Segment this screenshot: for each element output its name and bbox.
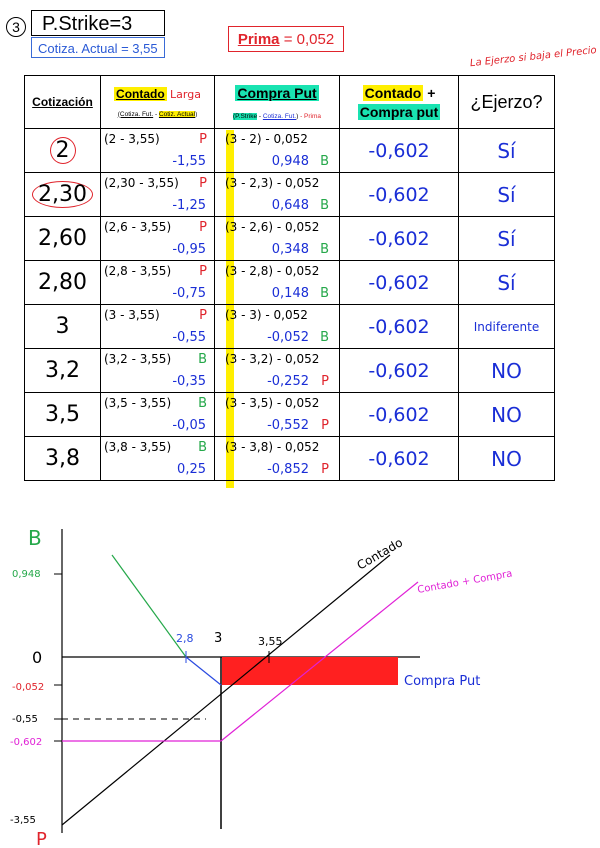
cell-cotizacion <box>25 173 101 217</box>
cell-cotizacion: 2,80 <box>25 261 101 305</box>
exercise-note: La Ejerzo si baja el Precio <box>469 44 598 70</box>
cell-compra-put <box>215 261 340 305</box>
compra-put-label: Compra Put <box>237 84 317 101</box>
table-row <box>25 217 555 261</box>
put-expression: (3 - 3) - 0,052 <box>225 308 308 322</box>
put-tag: P <box>321 418 329 433</box>
table-row <box>25 349 555 393</box>
put-result: -0,252 <box>267 374 309 389</box>
header-ejerzo: ¿Ejerzo? <box>459 76 555 129</box>
cell-ejerzo: Sí <box>459 129 555 173</box>
y-label-0052: -0,052 <box>12 682 45 693</box>
cell-suma: -0,602 <box>340 261 459 305</box>
table-row <box>25 437 555 481</box>
contado-expression: (2 - 3,55) <box>104 132 160 146</box>
cell-ejerzo: Sí <box>459 217 555 261</box>
cell-contado <box>101 393 215 437</box>
contado-expression: (2,30 - 3,55) <box>104 176 179 190</box>
contado-result: -0,95 <box>172 242 206 257</box>
table-row <box>25 129 555 173</box>
y-label-055: -0,55 <box>12 714 38 725</box>
cell-ejerzo: Indiferente <box>459 305 555 349</box>
cell-suma: -0,602 <box>340 217 459 261</box>
put-result: 0,348 <box>271 242 309 257</box>
header-compra-put <box>215 76 340 129</box>
label-B: B <box>28 526 42 550</box>
put-expression: (3 - 2,8) - 0,052 <box>225 264 320 278</box>
cell-contado <box>101 437 215 481</box>
contado-expression: (2,6 - 3,55) <box>104 220 172 234</box>
x-label-3: 3 <box>214 631 223 646</box>
y-label-0602: -0,602 <box>10 737 43 748</box>
x-label-355: 3,55 <box>258 635 283 648</box>
put-region-label: Compra Put <box>404 674 481 689</box>
table-row <box>25 305 555 349</box>
cell-ejerzo: NO <box>459 393 555 437</box>
contado-result: -0,55 <box>172 330 206 345</box>
cell-cotizacion: 3,2 <box>25 349 101 393</box>
cell-compra-put <box>215 173 340 217</box>
contado-tag: B <box>198 352 207 367</box>
contado-expression: (3,8 - 3,55) <box>104 440 172 454</box>
put-result: 0,948 <box>271 154 309 169</box>
put-line-profit <box>112 555 186 657</box>
cell-suma: -0,602 <box>340 393 459 437</box>
contado-result: -1,25 <box>172 198 206 213</box>
contado-label: Contado <box>116 86 165 101</box>
cell-suma: -0,602 <box>340 129 459 173</box>
contado-line <box>62 555 390 825</box>
put-tag: P <box>321 462 329 477</box>
put-expression: (3 - 3,5) - 0,052 <box>225 396 320 410</box>
cell-compra-put <box>215 305 340 349</box>
label-P: P <box>36 829 47 848</box>
table-row <box>25 261 555 305</box>
header-contado <box>101 76 215 129</box>
contado-result: -0,75 <box>172 286 206 301</box>
put-result: -0,052 <box>267 330 309 345</box>
cell-ejerzo: NO <box>459 349 555 393</box>
strike-price-box: P.Strike=3 <box>31 10 165 36</box>
cell-suma: -0,602 <box>340 349 459 393</box>
options-table <box>24 75 555 481</box>
cell-contado <box>101 173 215 217</box>
put-expression: (3 - 2,3) - 0,052 <box>225 176 320 190</box>
premium-value: = 0,052 <box>279 31 335 48</box>
contado-expression: (3 - 3,55) <box>104 308 160 322</box>
suma-line-label: Contado + Compra <box>416 568 514 596</box>
cell-compra-put <box>215 349 340 393</box>
contado-tag: P <box>199 132 207 147</box>
cell-ejerzo: Sí <box>459 261 555 305</box>
put-result: 0,148 <box>271 286 309 301</box>
put-expression: (3 - 2) - 0,052 <box>225 132 308 146</box>
put-expression: (3 - 3,8) - 0,052 <box>225 440 320 454</box>
cell-suma: -0,602 <box>340 437 459 481</box>
cell-ejerzo: NO <box>459 437 555 481</box>
put-tag: B <box>320 330 329 345</box>
put-line-mid <box>186 657 221 685</box>
y-label-355: -3,55 <box>10 815 36 826</box>
contado-result: -0,05 <box>172 418 206 433</box>
contado-expression: (3,5 - 3,55) <box>104 396 172 410</box>
contado-result: 0,25 <box>177 462 206 477</box>
cell-suma: -0,602 <box>340 173 459 217</box>
cell-suma: -0,602 <box>340 305 459 349</box>
premium-label: Prima <box>237 31 280 48</box>
current-price-box: Cotiza. Actual = 3,55 <box>31 37 165 58</box>
cell-compra-put <box>215 437 340 481</box>
contado-result: -0,35 <box>172 374 206 389</box>
put-tag: B <box>320 286 329 301</box>
cell-ejerzo: Sí <box>459 173 555 217</box>
contado-tag: P <box>199 176 207 191</box>
cell-compra-put <box>215 217 340 261</box>
contado-line-label: Contado <box>354 535 406 573</box>
table-row <box>25 393 555 437</box>
put-tag: B <box>320 242 329 257</box>
contado-tag: P <box>199 220 207 235</box>
contado-tag: P <box>199 308 207 323</box>
put-tag: B <box>320 154 329 169</box>
cell-cotizacion: 3 <box>25 305 101 349</box>
cell-cotizacion: 3,5 <box>25 393 101 437</box>
header-cotizacion: Cotización <box>25 76 101 129</box>
contado-result: -1,55 <box>172 154 206 169</box>
put-result: -0,852 <box>267 462 309 477</box>
cell-contado <box>101 261 215 305</box>
cell-contado <box>101 305 215 349</box>
put-result: 0,648 <box>271 198 309 213</box>
cell-compra-put <box>215 393 340 437</box>
exercise-number: 3 <box>6 17 26 37</box>
cell-contado <box>101 217 215 261</box>
circled-value: 2 <box>50 137 76 164</box>
cell-contado <box>101 349 215 393</box>
contado-formula: (Cotiza. Fut. - Cotiz. Actual) <box>117 110 198 118</box>
contado-tag: B <box>198 440 207 455</box>
cell-cotizacion: 3,8 <box>25 437 101 481</box>
larga-label: Larga <box>170 87 201 101</box>
x-label-28: 2,8 <box>176 632 194 645</box>
cell-cotizacion <box>25 129 101 173</box>
contado-tag: P <box>199 264 207 279</box>
y-label-0948: 0,948 <box>12 569 41 580</box>
cell-compra-put <box>215 129 340 173</box>
put-tag: B <box>320 198 329 213</box>
put-tag: P <box>321 374 329 389</box>
payoff-chart <box>0 515 600 848</box>
cell-contado <box>101 129 215 173</box>
put-expression: (3 - 2,6) - 0,052 <box>225 220 320 234</box>
put-formula: (P.Strike - Cotiza. Fut.) - Prima <box>232 112 322 120</box>
header-suma: Contado + Compra put <box>340 76 459 129</box>
contado-expression: (3,2 - 3,55) <box>104 352 172 366</box>
contado-tag: B <box>198 396 207 411</box>
contado-expression: (2,8 - 3,55) <box>104 264 172 278</box>
y-label-0: 0 <box>32 648 43 667</box>
table-row <box>25 173 555 217</box>
circled-value: 2,30 <box>32 181 93 208</box>
put-expression: (3 - 3,2) - 0,052 <box>225 352 320 366</box>
put-result: -0,552 <box>267 418 309 433</box>
cell-cotizacion: 2,60 <box>25 217 101 261</box>
premium-box <box>228 26 344 52</box>
